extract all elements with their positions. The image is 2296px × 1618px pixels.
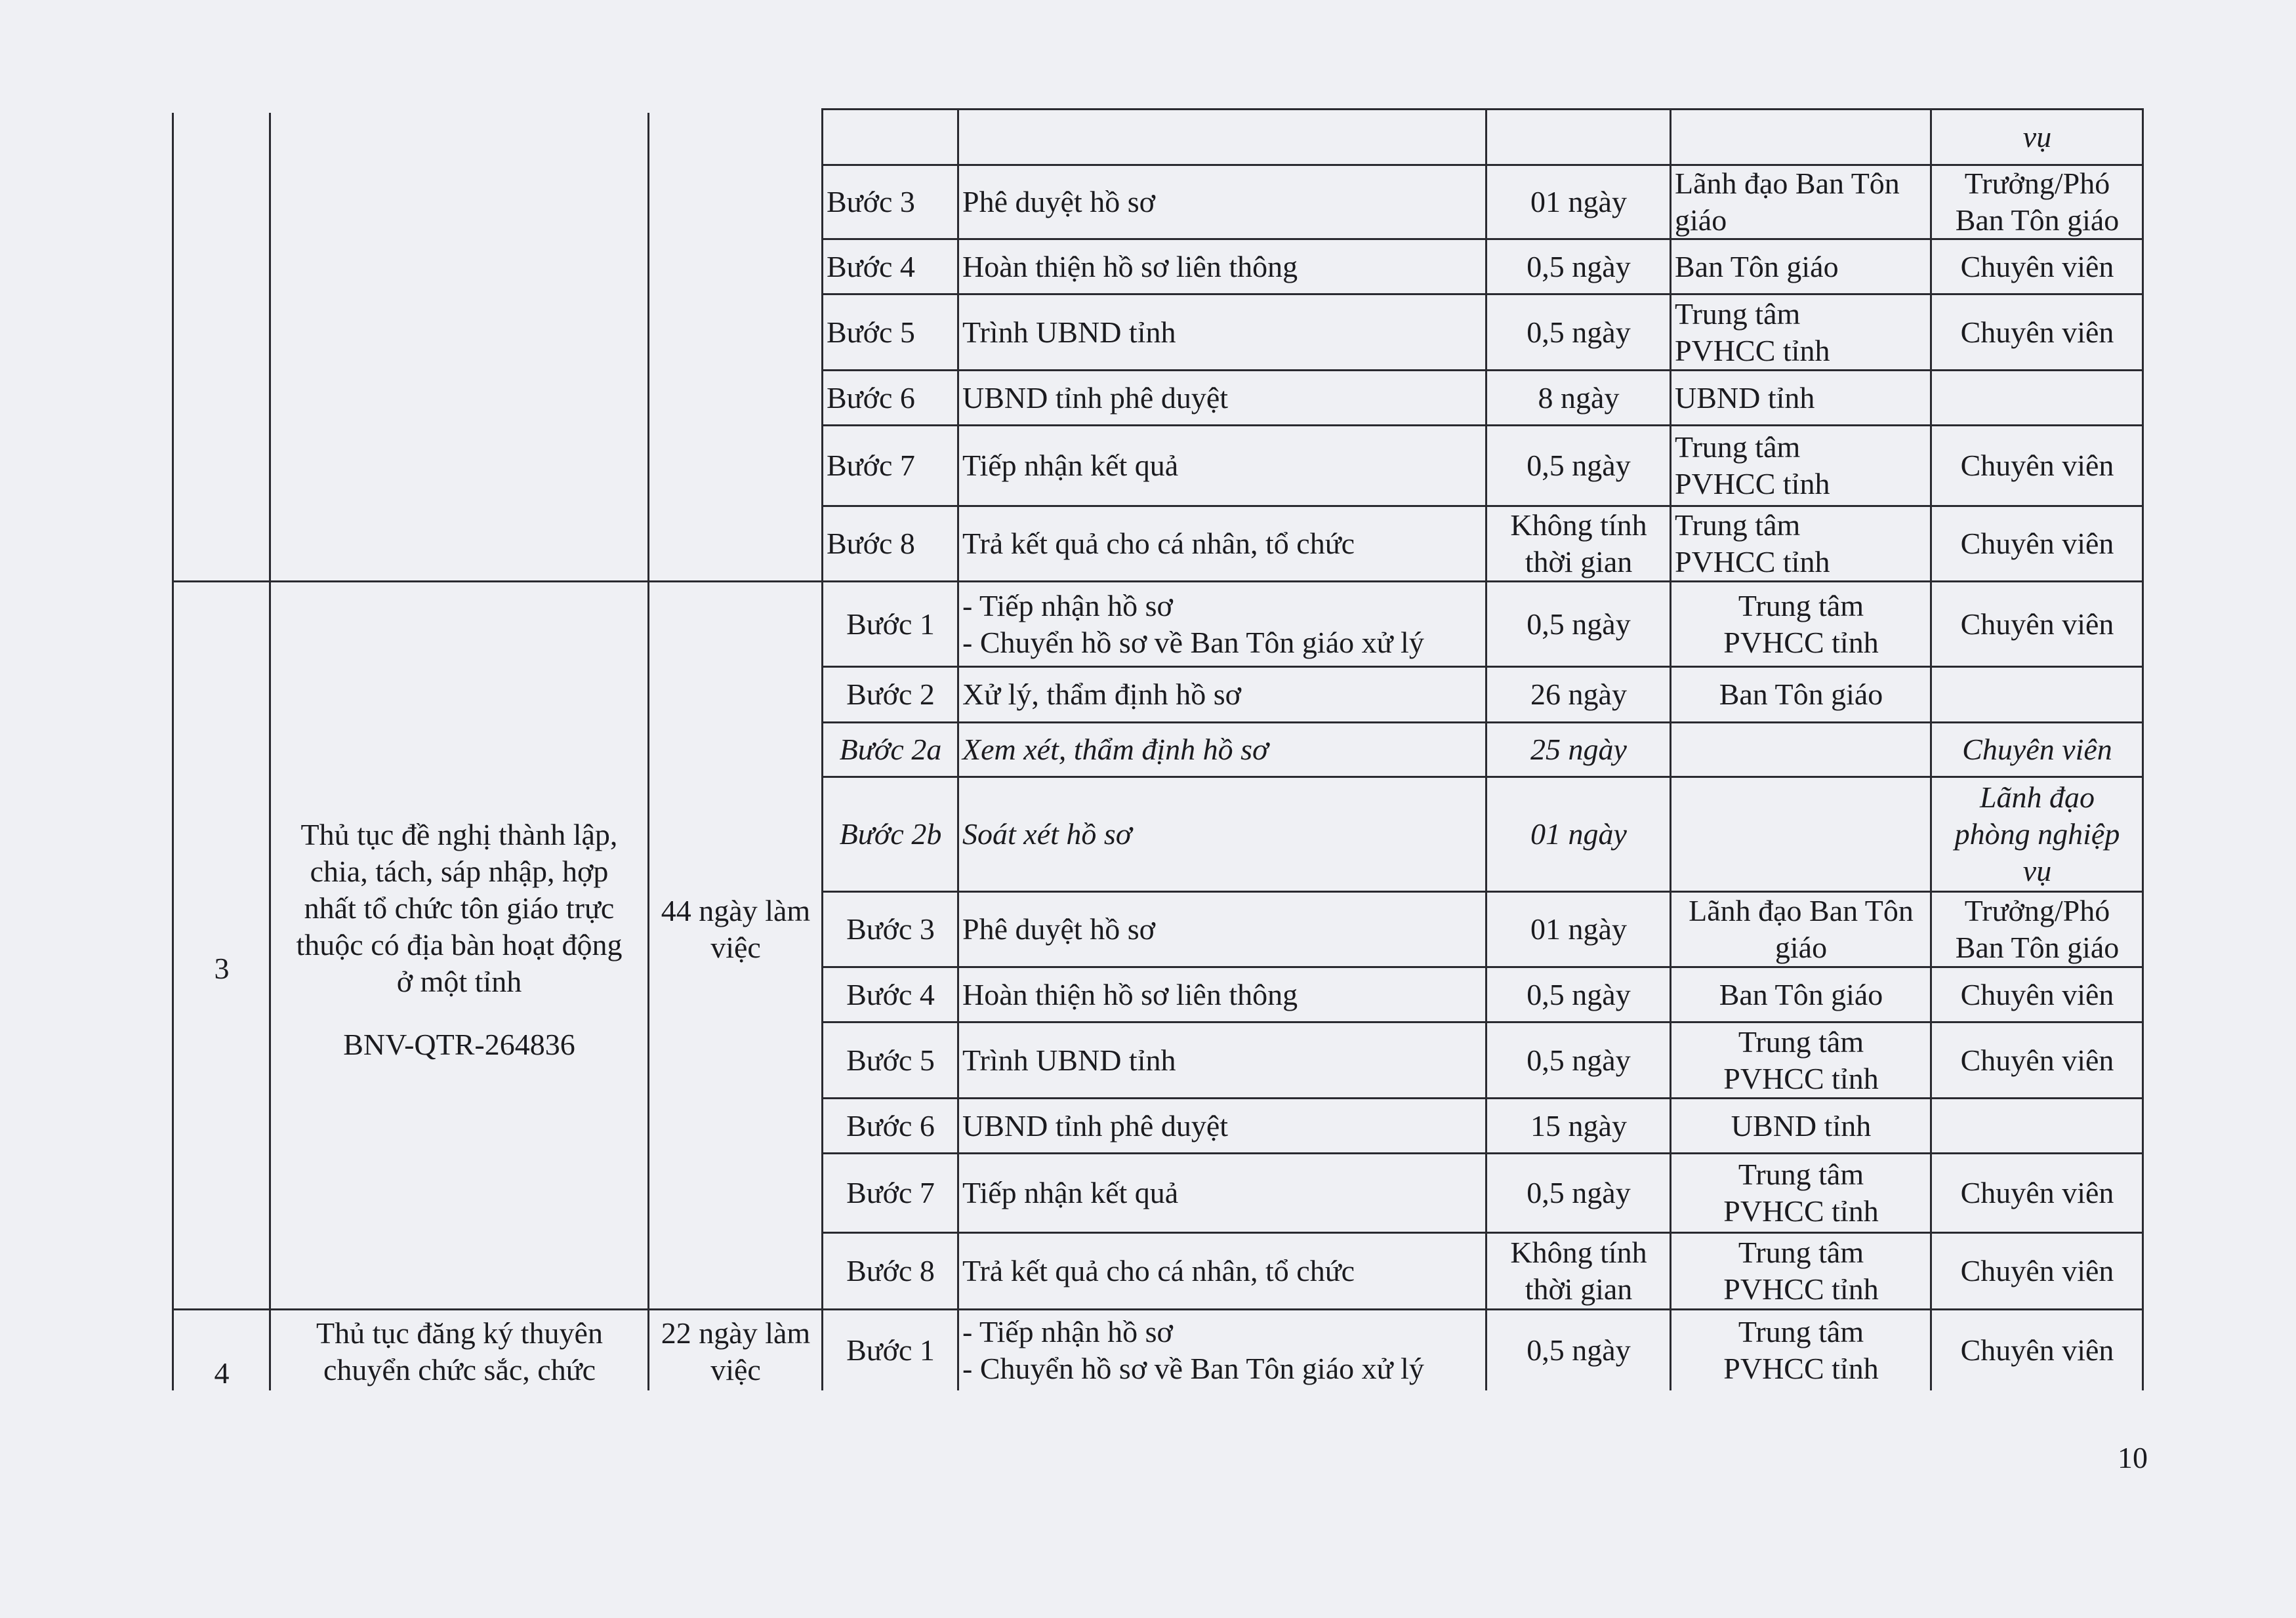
step-cell: Bước 8 xyxy=(827,527,915,560)
step-cell: Bước 2 xyxy=(846,678,935,711)
text-line: 44 ngày làm xyxy=(661,893,811,927)
procedure-name-line: chia, tách, sáp nhập, hợp xyxy=(310,855,609,888)
time-cell: 0,5 ngày xyxy=(1527,249,1631,283)
text-line: phòng nghiệp xyxy=(1954,817,2120,851)
page-number: 10 xyxy=(2118,1441,2148,1474)
table-column-rule xyxy=(1485,108,1487,1390)
procedure-divider xyxy=(172,1308,823,1310)
action-cell: Tiếp nhận kết quả xyxy=(962,1176,1179,1209)
unit-cell xyxy=(1675,1023,1927,1097)
text-line: Trung tâm xyxy=(1738,1158,1864,1191)
unit-cell xyxy=(1675,893,1927,966)
person-cell xyxy=(1935,778,2139,891)
text-line: Lãnh đạo Ban Tôn xyxy=(1675,167,1900,200)
action-cell: Trình UBND tỉnh xyxy=(962,1043,1176,1077)
text-line: PVHCC tỉnh xyxy=(1723,1194,1879,1228)
action-cell: Trình UBND tỉnh xyxy=(962,315,1176,349)
text-line: PVHCC tỉnh xyxy=(1675,333,1830,367)
step-cell: Bước 7 xyxy=(827,449,915,482)
step-cell: Bước 7 xyxy=(846,1176,935,1209)
time-cell: 8 ngày xyxy=(1538,380,1620,415)
step-cell: Bước 8 xyxy=(846,1254,935,1287)
unit-cell xyxy=(1675,1310,1927,1390)
text-line: 22 ngày làm xyxy=(661,1316,811,1350)
text-line: Không tính xyxy=(1510,508,1647,542)
time-cell: 0,5 ngày xyxy=(1527,315,1631,349)
unit-cell xyxy=(1675,582,1927,666)
text-line: Trung tâm xyxy=(1738,1236,1864,1269)
person-cell: Chuyên viên xyxy=(1960,1043,2114,1077)
time-cell: 0,5 ngày xyxy=(1527,977,1631,1011)
time-cell: 01 ngày xyxy=(1530,185,1627,218)
time-cell: 15 ngày xyxy=(1530,1108,1627,1143)
text-line: Trung tâm xyxy=(1738,1024,1864,1059)
procedure-name xyxy=(276,817,643,1063)
time-cell: 0,5 ngày xyxy=(1527,1333,1631,1367)
step-cell: Bước 4 xyxy=(846,977,935,1011)
text-line: giáo xyxy=(1774,931,1828,964)
procedure-name-line: thuộc có địa bàn hoạt động xyxy=(296,928,623,961)
step-cell: Bước 6 xyxy=(827,380,915,415)
step-cell: Bước 2b xyxy=(839,817,942,851)
text-line: chuyển chức sắc, chức xyxy=(323,1352,596,1386)
unit-cell: Ban Tôn giáo xyxy=(1719,977,1883,1011)
action-cell: Xử lý, thẩm định hồ sơ xyxy=(962,678,1241,711)
step-cell: Bước 2a xyxy=(839,733,942,766)
text-line: - Tiếp nhận hồ sơ xyxy=(962,1315,1173,1348)
action-cell: Trả kết quả cho cá nhân, tổ chức xyxy=(962,527,1355,560)
outer-column-rule xyxy=(647,113,649,1390)
procedure-number: 4 xyxy=(214,1356,230,1390)
text-line: Ban Tôn giáo xyxy=(1955,931,2120,964)
procedure-name-line: Thủ tục đề nghị thành lập, xyxy=(300,818,618,851)
action-cell: Phê duyệt hồ sơ xyxy=(962,185,1155,218)
text-line: Lãnh đạo xyxy=(1979,780,2095,814)
text-line: - Tiếp nhận hồ sơ xyxy=(962,588,1173,622)
text-line: - Chuyển hồ sơ về Ban Tôn giáo xử lý xyxy=(962,1352,1424,1385)
time-cell: 0,5 ngày xyxy=(1527,607,1631,641)
unit-cell xyxy=(1675,507,1927,580)
action-cell: Hoàn thiện hồ sơ liên thông xyxy=(962,977,1298,1011)
action-cell: Trả kết quả cho cá nhân, tổ chức xyxy=(962,1254,1355,1287)
text-line: - Chuyển hồ sơ về Ban Tôn giáo xử lý xyxy=(962,625,1424,659)
outer-column-rule xyxy=(172,113,174,1390)
action-cell: Soát xét hồ sơ xyxy=(962,817,1132,851)
unit-cell xyxy=(1675,1234,1927,1308)
time-cell: 26 ngày xyxy=(1530,678,1627,711)
step-cell: Bước 1 xyxy=(846,607,935,641)
person-cell: Chuyên viên xyxy=(1960,527,2114,560)
person-cell: Chuyên viên xyxy=(1960,315,2114,349)
text-line: PVHCC tỉnh xyxy=(1723,625,1879,659)
text-line: Trung tâm xyxy=(1675,430,1801,464)
action-cell: Phê duyệt hồ sơ xyxy=(962,912,1155,946)
table-column-rule xyxy=(1930,108,1932,1390)
step-cell: Bước 6 xyxy=(846,1108,935,1143)
step-cell: Bước 4 xyxy=(827,249,915,283)
person-cell: vụ xyxy=(2022,120,2052,153)
unit-cell xyxy=(1675,295,1927,369)
unit-cell: Ban Tôn giáo xyxy=(1719,678,1883,711)
procedure-divider xyxy=(172,580,823,582)
text-line: PVHCC tỉnh xyxy=(1675,467,1830,500)
text-line: Trung tâm xyxy=(1738,1315,1864,1348)
outer-column-rule xyxy=(821,113,823,1390)
text-line: Trung tâm xyxy=(1738,588,1864,622)
step-cell: Bước 5 xyxy=(846,1043,935,1077)
action-cell: UBND tỉnh phê duyệt xyxy=(962,380,1229,415)
time-cell: 0,5 ngày xyxy=(1527,1176,1631,1209)
time-cell: 0,5 ngày xyxy=(1527,449,1631,482)
unit-cell xyxy=(1675,1154,1927,1232)
action-cell: Tiếp nhận kết quả xyxy=(962,449,1179,482)
table-column-rule xyxy=(957,108,959,1390)
text-line: Thủ tục đăng ký thuyên xyxy=(316,1316,603,1350)
action-cell xyxy=(962,1310,1483,1390)
text-line: Không tính xyxy=(1510,1236,1647,1269)
step-cell: Bước 3 xyxy=(846,912,935,946)
text-line: vụ xyxy=(2022,854,2052,887)
text-line: PVHCC tỉnh xyxy=(1723,1061,1879,1095)
person-cell: Chuyên viên xyxy=(1960,607,2114,641)
time-cell xyxy=(1490,1234,1667,1308)
text-line: Trưởng/Phó xyxy=(1964,894,2110,927)
procedure-duration xyxy=(653,891,819,967)
procedure-name-line: nhất tổ chức tôn giáo trực xyxy=(304,891,615,925)
table-column-rule xyxy=(2142,108,2144,1390)
time-cell xyxy=(1490,507,1667,580)
person-cell xyxy=(1935,166,2139,238)
unit-cell: UBND tỉnh xyxy=(1731,1108,1872,1143)
text-line: Trung tâm xyxy=(1675,296,1801,331)
text-line: PVHCC tỉnh xyxy=(1675,545,1830,578)
action-cell: Hoàn thiện hồ sơ liên thông xyxy=(962,249,1298,283)
person-cell: Chuyên viên xyxy=(1960,449,2114,482)
procedure-name-line: ở một tỉnh xyxy=(396,965,522,998)
step-cell: Bước 5 xyxy=(827,315,915,349)
procedure-code: BNV-QTR-264836 xyxy=(343,1028,575,1061)
time-cell: 0,5 ngày xyxy=(1527,1043,1631,1077)
person-cell xyxy=(1935,893,2139,966)
person-cell: Chuyên viên xyxy=(1960,1176,2114,1209)
procedure-duration xyxy=(653,1312,819,1390)
unit-cell: Ban Tôn giáo xyxy=(1675,249,1839,283)
time-cell: 01 ngày xyxy=(1530,817,1627,851)
person-cell: Chuyên viên xyxy=(1960,1333,2114,1367)
person-cell: Chuyên viên xyxy=(1962,733,2112,766)
step-cell: Bước 3 xyxy=(827,185,915,218)
text-line: việc xyxy=(710,930,761,964)
person-cell: Chuyên viên xyxy=(1960,249,2114,283)
text-line: PVHCC tỉnh xyxy=(1723,1352,1879,1385)
procedure-name xyxy=(274,1312,645,1390)
person-cell: Chuyên viên xyxy=(1960,1254,2114,1287)
table-column-rule xyxy=(1670,108,1671,1390)
time-cell: 25 ngày xyxy=(1530,733,1627,766)
time-cell: 01 ngày xyxy=(1530,912,1627,946)
text-line: Trưởng/Phó xyxy=(1964,167,2110,200)
action-cell xyxy=(962,582,1483,666)
unit-cell: UBND tỉnh xyxy=(1675,380,1815,415)
procedure-number: 3 xyxy=(214,951,230,985)
text-line: việc xyxy=(710,1352,761,1386)
text-line: PVHCC tỉnh xyxy=(1723,1272,1879,1306)
unit-cell xyxy=(1675,166,1927,238)
action-cell: Xem xét, thẩm định hồ sơ xyxy=(962,733,1269,766)
text-line: thời gian xyxy=(1525,1272,1633,1306)
text-line: Ban Tôn giáo xyxy=(1955,203,2120,237)
person-cell: Chuyên viên xyxy=(1960,977,2114,1011)
unit-cell xyxy=(1675,426,1927,505)
step-cell: Bước 1 xyxy=(846,1333,935,1367)
text-line: thời gian xyxy=(1525,545,1633,578)
text-line: Trung tâm xyxy=(1675,508,1801,542)
outer-column-rule xyxy=(269,113,271,1390)
text-line: giáo xyxy=(1675,203,1727,237)
text-line: Lãnh đạo Ban Tôn xyxy=(1689,894,1914,927)
action-cell: UBND tỉnh phê duyệt xyxy=(962,1108,1229,1143)
